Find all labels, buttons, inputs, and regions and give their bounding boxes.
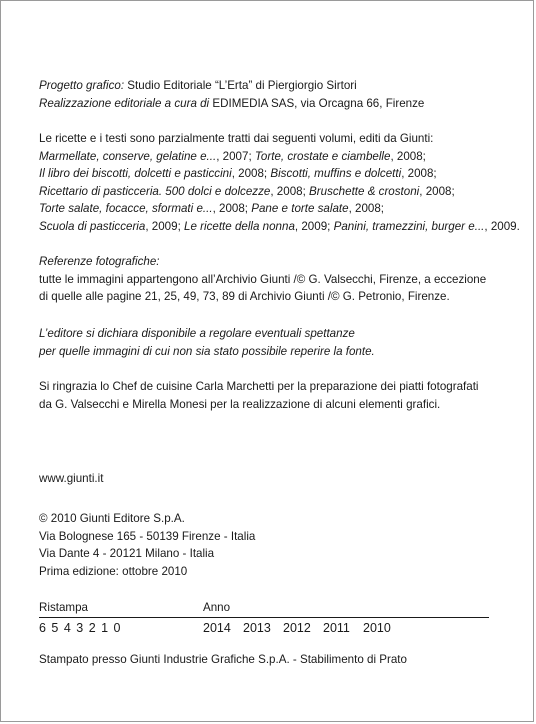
photo-credits-line: di quelle alle pagine 21, 25, 49, 73, 89 di Archivio Giunti /© G. Petronio, Firenze. <box>39 290 450 304</box>
book-year: , 2008; <box>231 167 271 181</box>
book-title: Biscotti, muffins e dolcetti <box>270 167 402 181</box>
copyright-line: © 2010 Giunti Editore S.p.A. <box>39 512 185 525</box>
reprint-year: 2013 <box>243 621 271 635</box>
book-year: , 2008; <box>212 202 252 216</box>
reprint-values-row <box>39 620 489 638</box>
book-year: , 2007; <box>216 149 255 163</box>
ristampa-values: 6 5 4 3 2 1 0 <box>39 621 122 635</box>
photo-credits-block <box>39 253 521 306</box>
sources-intro: Le ricette e i testi sono parzialmente tratti dai seguenti volumi, editi da Giunti: <box>39 132 434 145</box>
sources-block <box>39 130 521 236</box>
credits-block <box>39 77 521 112</box>
book-title: Le ricette della nonna <box>184 219 295 233</box>
source-book-line <box>39 218 521 236</box>
reprint-year: 2010 <box>363 621 391 635</box>
disclaimer-line: per quelle immagini di cui non sia stato possibile reperire la fonte. <box>39 344 375 358</box>
publisher-block <box>39 510 521 580</box>
book-title: Bruschette & crostoni <box>309 184 420 198</box>
book-title: Panini, tramezzini, burger e... <box>333 219 485 233</box>
reprint-year: 2014 <box>203 621 231 635</box>
editorial-credit <box>39 95 521 113</box>
graphic-design-label: Progetto grafico: <box>39 79 125 92</box>
address-firenze: Via Bolognese 165 - 50139 Firenze - Italia <box>39 529 256 543</box>
address-milano: Via Dante 4 - 20121 Milano - Italia <box>39 547 215 561</box>
website-url[interactable]: www.giunti.it <box>39 472 104 485</box>
reprint-divider <box>39 617 489 618</box>
anno-label: Anno <box>203 601 231 614</box>
acknowledgements-line: Si ringrazia lo Chef de cuisine Carla Marchetti per la preparazione dei piatti fotografati <box>39 380 479 393</box>
reprint-year: 2012 <box>283 621 311 635</box>
book-title: Torte, crostate e ciambelle <box>254 149 391 163</box>
edition-line: Prima edizione: ottobre 2010 <box>39 564 188 578</box>
editorial-text: EDIMEDIA SAS, via Orcagna 66, Firenze <box>209 96 425 110</box>
ristampa-label: Ristampa <box>39 601 88 614</box>
book-year: , 2009. <box>484 219 520 233</box>
editorial-label: Realizzazione editoriale a cura di <box>39 96 210 110</box>
reprint-year: 2011 <box>323 621 350 635</box>
book-title: Marmellate, conserve, gelatine e... <box>39 149 217 163</box>
book-title: Il libro dei biscotti, dolcetti e pasticcini <box>39 167 232 181</box>
sources-list <box>39 148 521 236</box>
book-year: , 2008; <box>401 167 437 181</box>
graphic-design-credit <box>39 77 521 95</box>
book-title: Pane e torte salate <box>251 202 349 216</box>
book-year: , 2008; <box>348 202 385 216</box>
book-title: Scuola di pasticceria <box>39 219 146 233</box>
printer-line: Stampato presso Giunti Industrie Grafiche S.p.A. - Stabilimento di Prato <box>39 653 407 666</box>
source-book-line <box>39 200 521 218</box>
source-book-line <box>39 183 521 201</box>
photo-credits-heading: Referenze fotografiche: <box>39 255 160 268</box>
book-title: Torte salate, focacce, sformati e... <box>39 202 213 216</box>
disclaimer-line: L’editore si dichiara disponibile a regolare eventuali spettanze <box>39 327 355 340</box>
reprint-header <box>39 599 489 615</box>
source-book-line <box>39 148 521 166</box>
source-book-line <box>39 165 521 183</box>
graphic-design-text: Studio Editoriale “L’Erta” di Piergiorgio Sirtori <box>124 79 357 92</box>
disclaimer-block <box>39 325 521 360</box>
reprint-table <box>39 599 489 638</box>
acknowledgements-line: da G. Valsecchi e Mirella Monesi per la realizzazione di alcuni elementi grafici. <box>39 397 441 411</box>
acknowledgements-block <box>39 378 521 413</box>
book-title: Ricettario di pasticceria. 500 dolci e dolcezze <box>39 184 271 198</box>
book-year: , 2009; <box>145 219 185 233</box>
book-year: , 2009; <box>294 219 334 233</box>
book-year: , 2008; <box>390 149 426 163</box>
photo-credits-line: tutte le immagini appartengono all’Archivio Giunti /© G. Valsecchi, Firenze, a eccezione <box>39 272 487 286</box>
book-year: , 2008; <box>270 184 310 198</box>
book-year: , 2008; <box>419 184 455 198</box>
